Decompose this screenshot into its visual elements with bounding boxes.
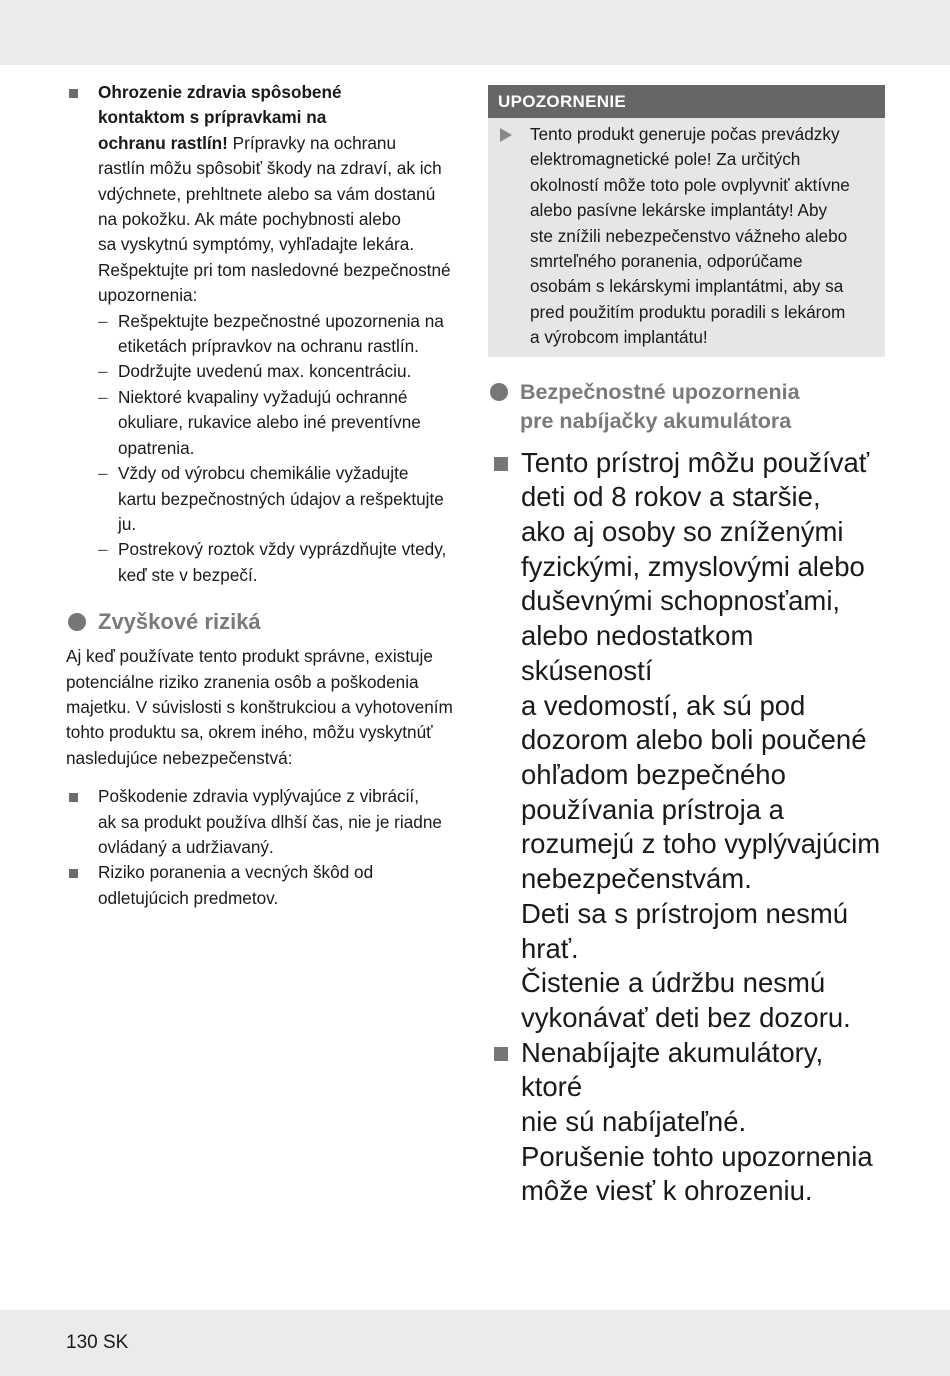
list-item-line: a vedomostí, ak sú pod	[521, 689, 806, 721]
warning-line: okolností môže toto pole ovplyvniť aktívne	[530, 174, 850, 195]
list-item-line: fyzickými, zmyslovými alebo	[521, 550, 865, 582]
list-item-line: Čistenie a údržbu nesmú	[521, 967, 826, 999]
list-item-line: ju.	[118, 513, 137, 534]
list-item-line: používania prístroja a	[521, 793, 784, 825]
list-item-line: Porušenie tohto upozornenia	[521, 1140, 873, 1172]
square-bullet-icon	[69, 793, 78, 802]
page-number: 130 SK	[66, 1332, 129, 1353]
circle-bullet-icon	[68, 613, 86, 631]
warning-box-title: UPOZORNENIE	[488, 85, 885, 118]
warning-bold-tail: ochranu rastlín!	[98, 132, 228, 153]
list-item-line: opatrenia.	[118, 437, 195, 458]
square-bullet-icon	[494, 457, 508, 471]
list-item-line: dozorom alebo boli poučené	[521, 724, 867, 756]
warning-line: alebo pasívne lekárske implantáty! Aby	[530, 200, 828, 221]
list-item-line: Riziko poranenia a vecných škôd od	[98, 862, 374, 883]
warning-bold-line: kontaktom s prípravkami na	[98, 107, 327, 128]
warning-line: pred použitím produktu poradili s lekárom	[530, 301, 846, 322]
list-item	[66, 784, 466, 860]
list-item-line: Vždy od výrobcu chemikálie vyžadujte	[118, 463, 409, 484]
list-item-line: ak sa produkt používa dlhší čas, nie je riadne	[98, 811, 442, 832]
warning-line: smrteľného poranenia, odporúčame	[530, 251, 803, 272]
warning-text-line: sa vyskytnú symptómy, vyhľadajte lekára.	[98, 234, 415, 255]
list-item-line: vykonávať deti bez dozoru.	[521, 1001, 851, 1033]
list-item-line: rozumejú z toho vyplývajúcim	[521, 828, 881, 860]
triangle-bullet-icon	[500, 128, 512, 142]
paragraph-line: Aj keď používate tento produkt správne, existuje	[66, 646, 433, 667]
charger-safety-list	[488, 446, 885, 1209]
list-item-line: Poškodenie zdravia vyplývajúce z vibrácií,	[98, 786, 419, 807]
precautions-list	[66, 309, 466, 588]
circle-bullet-icon	[490, 383, 508, 401]
warning-line: elektromagnetické pole! Za určitých	[530, 149, 801, 170]
list-item	[98, 461, 466, 537]
list-item-line: môže viesť k ohrozeniu.	[521, 1175, 813, 1207]
list-item-line: Rešpektujte bezpečnostné upozornenia na	[118, 310, 444, 331]
dash-bullet: –	[98, 539, 108, 560]
warning-text-line: na pokožku. Ak máte pochybnosti alebo	[98, 209, 401, 230]
list-item-line: keď ste v bezpečí.	[118, 564, 258, 585]
list-item-line: ako aj osoby so zníženými	[521, 516, 844, 548]
list-item-line: Niektoré kvapaliny vyžadujú ochranné	[118, 386, 408, 407]
footer-band	[0, 1310, 950, 1376]
risk-list	[66, 784, 466, 911]
warning-text-line: upozornenia:	[98, 285, 198, 306]
list-item-line: kartu bezpečnostných údajov a rešpektujte	[118, 488, 444, 509]
list-item	[488, 1036, 885, 1210]
list-item-line: odletujúcich predmetov.	[98, 887, 279, 908]
list-item-line: duševnými schopnosťami,	[521, 585, 841, 617]
warning-text-line: rastlín môžu spôsobiť škody na zdraví, ak ich	[98, 158, 442, 179]
square-bullet-icon	[494, 1047, 508, 1061]
square-bullet-icon	[69, 89, 78, 98]
warning-line: ste znížili nebezpečenstvo vážneho alebo	[530, 225, 848, 246]
list-item-line: Tento prístroj môžu používať	[521, 446, 870, 478]
warning-line: Tento produkt generuje počas prevádzky	[530, 124, 840, 144]
list-item-line: nebezpečenstvám.	[521, 863, 752, 895]
list-item-line: Postrekový roztok vždy vyprázdňujte vtedy,	[118, 539, 447, 560]
paragraph-line: potenciálne riziko zranenia osôb a poškodenia	[66, 671, 419, 692]
warning-line: a výrobcom implantátu!	[530, 327, 708, 348]
dash-bullet: –	[98, 310, 108, 331]
list-item-line: ohľadom bezpečného	[521, 758, 786, 790]
dash-bullet: –	[98, 463, 108, 484]
warning-box	[488, 85, 885, 357]
list-item-line: ovládaný a udržiavaný.	[98, 836, 274, 857]
dash-bullet: –	[98, 386, 108, 407]
list-item	[98, 359, 466, 384]
right-column	[488, 85, 885, 1209]
left-column	[66, 80, 466, 911]
list-item	[98, 537, 466, 588]
list-item	[488, 446, 885, 1036]
list-item-line: okuliare, rukavice alebo iné preventívne	[118, 412, 421, 433]
header-band	[0, 0, 950, 65]
list-item-line: nie sú nabíjateľné.	[521, 1106, 747, 1138]
warning-bold-line: Ohrozenie zdravia spôsobené	[98, 82, 342, 102]
paragraph-line: nasledujúce nebezpečenstvá:	[66, 747, 293, 768]
paragraph-line: majetku. V súvislosti s konštrukciou a vyhotovením	[66, 696, 453, 717]
list-item-line: deti od 8 rokov a staršie,	[521, 481, 821, 513]
section-heading-text: Bezpečnostné upozornenia	[520, 379, 800, 404]
section-heading-text: pre nabíjačky akumulátora	[520, 408, 792, 433]
paragraph-line: tohto produktu sa, okrem iného, môžu vyskytnúť	[66, 722, 433, 743]
section-heading-charger-safety	[488, 378, 885, 436]
dash-bullet: –	[98, 361, 108, 382]
list-item	[98, 385, 466, 461]
warning-text-line: Prípravky na ochranu	[227, 132, 397, 153]
warning-box-body	[488, 118, 885, 357]
warning-line: osobám s lekárskymi implantátmi, aby sa	[530, 276, 844, 297]
list-item-line: Deti sa s prístrojom nesmú hrať.	[521, 897, 849, 964]
list-item	[98, 309, 466, 360]
warning-text-line: Rešpektujte pri tom nasledovné bezpečnostné	[98, 259, 451, 280]
square-bullet-icon	[69, 869, 78, 878]
plant-protection-warning	[66, 80, 466, 309]
list-item-line: etiketách prípravkov na ochranu rastlín.	[118, 336, 419, 357]
residual-risks-paragraph	[66, 644, 466, 771]
section-heading-residual-risks	[66, 608, 466, 636]
list-item	[66, 860, 466, 911]
section-heading-text: Zvyškové riziká	[98, 609, 261, 635]
list-item-line: Dodržujte uvedenú max. koncentráciu.	[118, 361, 412, 382]
list-item-line: Nenabíjajte akumulátory, ktoré	[521, 1036, 824, 1103]
warning-text-line: vdýchnete, prehltnete alebo sa vám dostanú	[98, 183, 436, 204]
list-item-line: alebo nedostatkom skúseností	[521, 620, 754, 686]
